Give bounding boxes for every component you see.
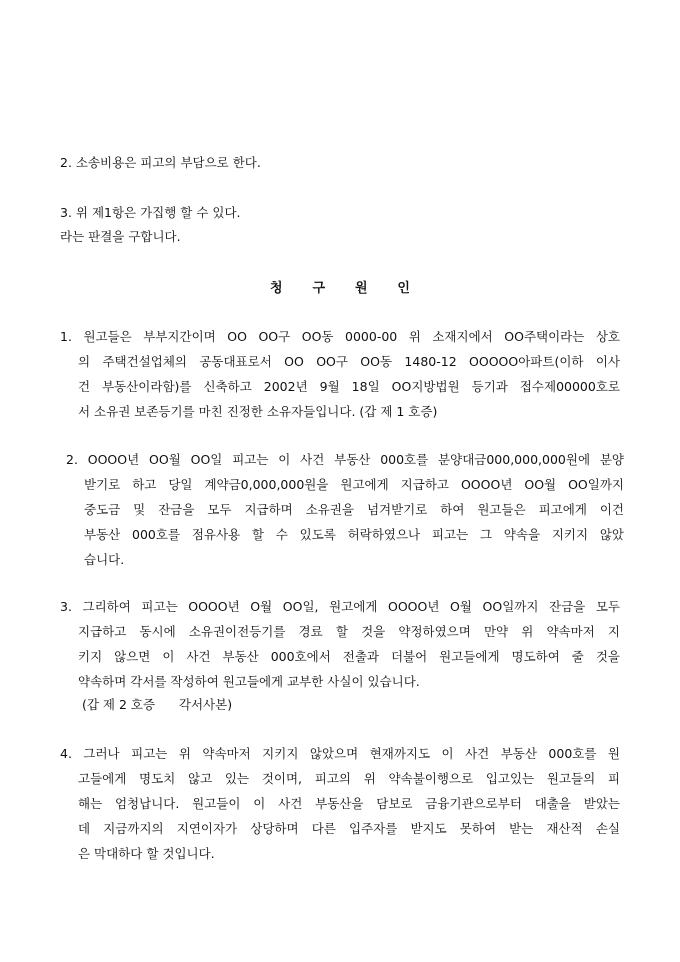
heading-char: 인	[397, 281, 410, 296]
claim-2-line: 중도금 및 잔금을 모두 지급하며 소유권을 넘겨받기로 하여 원고들은 피고에게 이건	[84, 502, 624, 517]
claim-1-line: 건 부동산이라함)를 신축하고 2002년 9월 18일 OO지방법원 등기과 접수제00000호로	[78, 379, 620, 394]
claim-4-line: 고들에게 명도치 않고 있는 것이며, 피고의 위 약속불이행으로 입고있는 원고들의 피	[78, 771, 620, 786]
claim-3-line: 키지 않으면 이 사건 부동산 000호에서 전출과 더불어 원고들에게 명도하여 줄 것을	[78, 649, 620, 664]
claim-4-line: 은 막대하다 할 것입니다.	[78, 846, 215, 861]
order-item-2: 2. 소송비용은 피고의 부담으로 한다.	[60, 155, 261, 170]
claim-3-line: 약속하며 각서를 작성하여 원고들에게 교부한 사실이 있습니다.	[78, 674, 420, 689]
heading-char: 청	[270, 281, 283, 296]
claim-2-line: 습니다.	[84, 552, 125, 567]
claim-3-line: 지급하고 동시에 소유권이전등기를 경료 할 것을 약정하였으며 만약 위 약속마저 지	[78, 624, 620, 639]
claim-1-line: 서 소유권 보존등기를 마친 진정한 소유자들입니다. (갑 제 1 호증)	[78, 404, 438, 419]
claim-2-line: 부동산 000호를 점유사용 할 수 있도록 허락하였으나 피고는 그 약속을 지키지 않았	[84, 527, 624, 542]
section-heading	[270, 277, 410, 295]
judgment-request: 라는 판결을 구합니다.	[60, 229, 181, 244]
claim-2-line: 받기로 하고 당일 계약금0,000,000원을 원고에게 지급하고 OOOO년 OO월 OO일까지	[84, 477, 624, 492]
claim-3-line: 3. 그리하여 피고는 OOOO년 O월 OO일, 원고에게 OOOO년 O월 OO일까지 잔금을 모두	[60, 599, 620, 614]
evidence-note: (갑 제 2 호증 각서사본)	[82, 697, 233, 712]
claim-1-line: 1. 원고들은 부부지간이며 OO OO구 OO동 0000-00 위 소재지에서 OO주택이라는 상호	[60, 329, 620, 344]
order-item-3: 3. 위 제1항은 가집행 할 수 있다.	[60, 205, 241, 220]
claim-4-line: 4. 그러나 피고는 위 약속마저 지키지 않았으며 현재까지도 이 사건 부동산 000호를 원	[60, 746, 620, 761]
claim-1-line: 의 주택건설업체의 공동대표로서 OO OO구 OO동 1480-12 OOOOO아파트(이하 이사	[78, 354, 620, 369]
heading-char: 구	[312, 281, 326, 296]
heading-char: 원	[354, 281, 368, 296]
claim-4-line: 데 지금까지의 지연이자가 상당하며 다른 입주자를 받지도 못하여 받는 재산적 손실	[78, 821, 620, 836]
claim-4-line: 해는 엄청납니다. 원고들이 이 사건 부동산을 담보로 금융기관으로부터 대출을 받았는	[78, 796, 620, 811]
claim-2-line: 2. OOOO년 OO월 OO일 피고는 이 사건 부동산 000호를 분양대금000,000,000원에 분양	[66, 452, 624, 467]
